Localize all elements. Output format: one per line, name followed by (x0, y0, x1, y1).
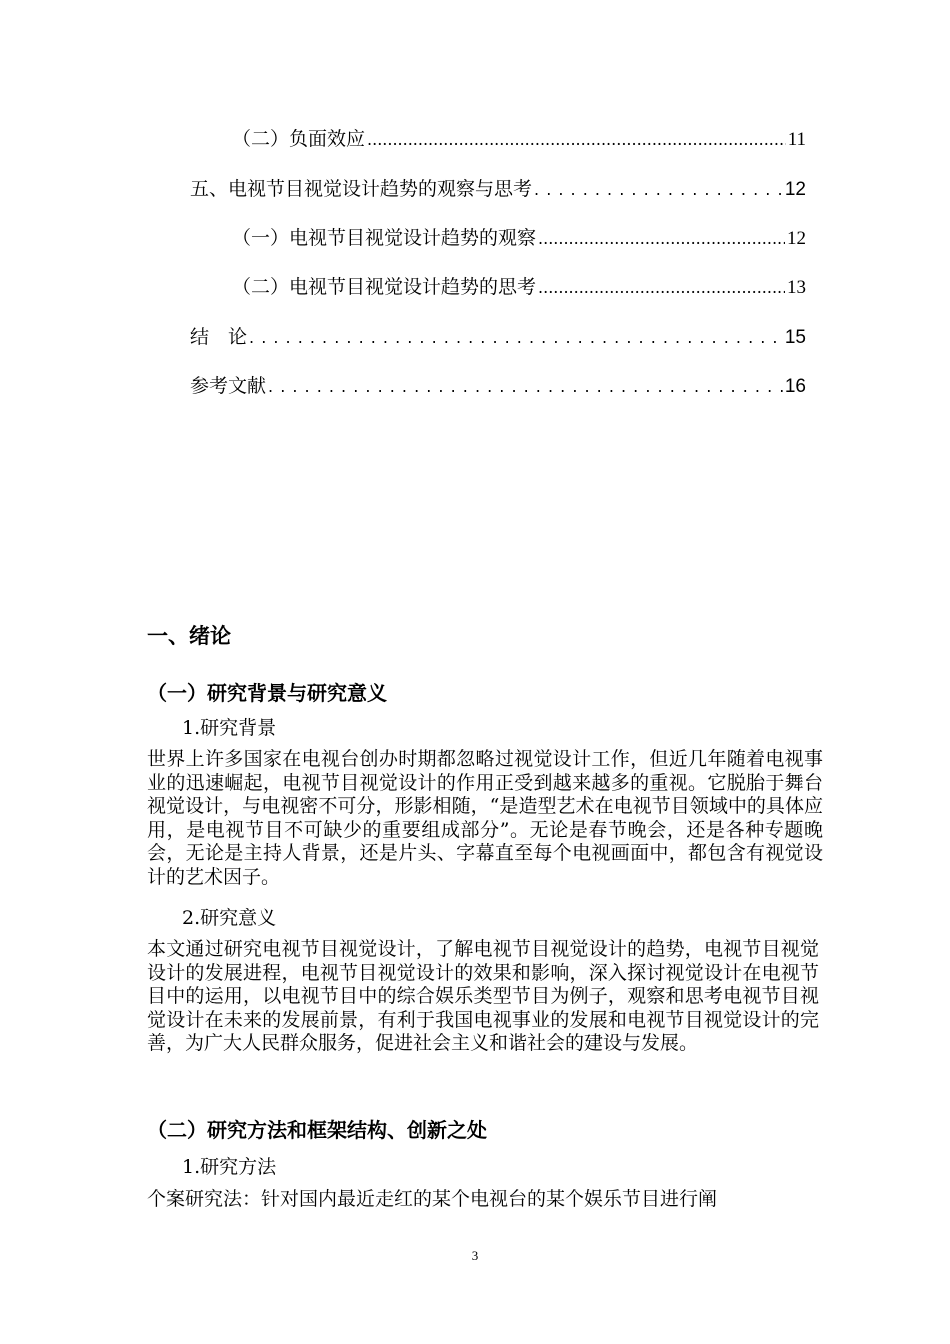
subsection-heading: 1.研究背景 (182, 717, 277, 739)
toc-dot-leader (538, 227, 785, 249)
toc-entry[interactable] (232, 272, 806, 298)
toc-entry-page: 16 (784, 376, 806, 397)
toc-entry-title: 五、电视节目视觉设计趋势的观察与思考 (190, 178, 533, 200)
toc-entry[interactable] (190, 371, 806, 397)
toc-dot-leader (367, 128, 786, 150)
paragraph: 个案研究法：针对国内最近走红的某个电视台的某个娱乐节目进行阐 (147, 1188, 718, 1210)
toc-entry-page: 11 (787, 129, 806, 150)
page-number: 3 (471, 1248, 479, 1263)
toc-entry-page: 12 (784, 179, 806, 200)
section-heading: （二）研究方法和框架结构、创新之处 (147, 1118, 487, 1142)
toc-entry[interactable] (232, 223, 806, 249)
paragraph: 世界上许多国家在电视台创办时期都忽略过视觉设计工作，但近几年随着电视事业的迅速崛起，电视节目视觉设计的作用正受到越来越多的重视。它脱胎于舞台视觉设计，与电视密不可分，形影相随，“是造型艺术在电视节目领域中的具体应用，是电视节目不可缺少的重要组成部分”。无论是春节晚会，还是各种专题晚会，无论是主持人背景，还是片头、字幕直至每个电视画面中，都包含有视觉设计的艺术因子。 (147, 748, 823, 888)
toc-entry-title: （一）电视节目视觉设计趋势的观察 (232, 227, 537, 249)
paragraph: 本文通过研究电视节目视觉设计，了解电视节目视觉设计的趋势，电视节目视觉设计的发展进程，电视节目视觉设计的效果和影响，深入探讨视觉设计在电视节目中的运用，以电视节目中的综合娱乐类型节目为例子，观察和思考电视节目视觉设计在未来的发展前景，有利于我国电视事业的发展和电视节目视觉设计的完善，为广大人民群众服务，促进社会主义和谐社会的建设与发展。 (147, 938, 819, 1055)
toc-dot-leader (538, 276, 785, 298)
toc-entry-title: （二）负面效应 (232, 128, 366, 150)
subsection-heading: 2.研究意义 (182, 907, 277, 929)
toc-entry-page: 15 (784, 327, 806, 348)
toc-entry-title: 结 论 (190, 326, 248, 348)
toc-entry-page: 12 (787, 228, 806, 249)
toc-dot-leader (268, 375, 783, 397)
toc-dot-leader (534, 178, 783, 200)
toc-entry-title: （二）电视节目视觉设计趋势的思考 (232, 276, 537, 298)
toc-entry[interactable] (232, 124, 806, 150)
toc-entry-title: 参考文献 (190, 375, 267, 397)
toc-entry[interactable] (190, 322, 806, 348)
subsection-heading: 1.研究方法 (182, 1156, 277, 1178)
section-heading: （一）研究背景与研究意义 (147, 681, 387, 705)
toc-entry-page: 13 (787, 277, 806, 298)
toc-entry[interactable] (190, 174, 806, 200)
chapter-heading: 一、绪论 (147, 624, 231, 648)
toc-dot-leader (249, 326, 783, 348)
